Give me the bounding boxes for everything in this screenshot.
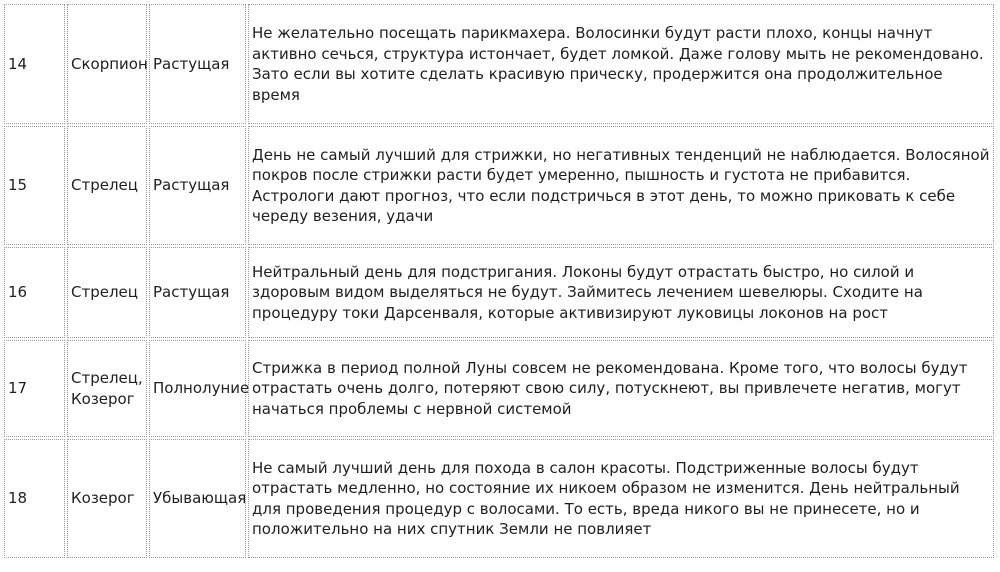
day-cell: 15 <box>4 126 65 245</box>
zodiac-cell: Скорпион <box>67 4 147 124</box>
day-cell: 16 <box>4 247 65 338</box>
description-cell: Не желательно посещать парикмахера. Волосинки будут расти плохо, концы начнут активно сечься, структура истончает, будет ломкой. Даже голову мыть не рекомендовано. Зато если вы хотите сделать красивую прическу, продержится она продолжительное время <box>248 4 994 124</box>
description-cell: Не самый лучший день для похода в салон красоты. Подстриженные волосы будут отрастать медленно, но состояние их никоем образом не изменится. День нейтральный для проведения процедур с волосами. То есть, вреда никого вы не принесете, но и положительно на них спутник Земли не повлияет <box>248 439 994 558</box>
zodiac-cell: Стрелец <box>67 247 147 338</box>
day-cell: 14 <box>4 4 65 124</box>
table-row <box>4 4 994 124</box>
table-row <box>4 340 994 437</box>
description-cell: Стрижка в период полной Луны совсем не рекомендована. Кроме того, что волосы будут отрастать очень долго, потеряют свою силу, потускнеют, вы привлечете негатив, могут начаться проблемы с нервной системой <box>248 340 994 437</box>
lunar-haircut-table <box>2 2 996 560</box>
table-row <box>4 126 994 245</box>
zodiac-cell: Козерог <box>67 439 147 558</box>
day-cell: 18 <box>4 439 65 558</box>
moon-phase-cell: Растущая <box>149 247 246 338</box>
day-cell: 17 <box>4 340 65 437</box>
moon-phase-cell: Растущая <box>149 4 246 124</box>
moon-phase-cell: Растущая <box>149 126 246 245</box>
zodiac-cell: Стрелец, Козерог <box>67 340 147 437</box>
zodiac-cell: Стрелец <box>67 126 147 245</box>
table-row <box>4 247 994 338</box>
moon-phase-cell: Убывающая <box>149 439 246 558</box>
description-cell: Нейтральный день для подстригания. Локоны будут отрастать быстро, но силой и здоровым видом выделяться не будут. Займитесь лечением шевелюры. Сходите на процедуру токи Дарсенваля, которые активизируют луковицы локонов на рост <box>248 247 994 338</box>
table-row <box>4 439 994 558</box>
moon-phase-cell: Полнолуние <box>149 340 246 437</box>
description-cell: День не самый лучший для стрижки, но негативных тенденций не наблюдается. Волосяной покров после стрижки расти будет умеренно, пышность и густота не прибавится. Астрологи дают прогноз, что если подстричься в этот день, то можно приковать к себе череду везения, удачи <box>248 126 994 245</box>
